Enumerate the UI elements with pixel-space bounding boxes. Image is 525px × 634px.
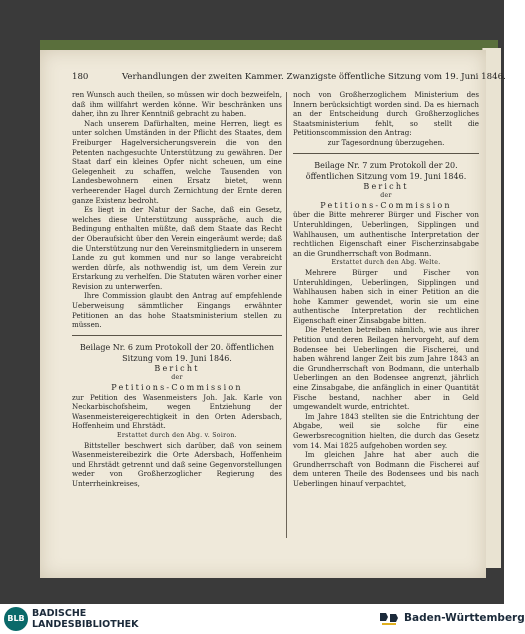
page-header <box>72 72 506 88</box>
running-title: Verhandlungen der zweiten Kammer. Zwanzigste öffentliche Sitzung vom 19. Juni 1846. <box>122 72 506 82</box>
paragraph: Im Jahre 1843 stellten sie die Entrichtung der Abgabe, weil sie solche für eine Gewerbsrecognition hielten, die durch das Gesetz vom 14. Mai 1825 aufgehoben worden sey. <box>293 411 479 450</box>
section-heading: Beilage Nr. 7 zum Protokoll der 20. öffentlichen Sitzung vom 19. Juni 1846. <box>305 160 467 181</box>
left-column <box>72 90 282 489</box>
blb-line2: LANDESBIBLIOTHEK <box>32 619 139 630</box>
paragraph: Ihre Commission glaubt den Antrag auf empfehlende Ueberweisung sämmtlicher Eingangs erwähnter Petitionen an das hohe Staatsministerium stellen zu müssen. <box>72 291 282 330</box>
reporter-line: Erstattet durch den Abg. v. Soiron. <box>117 432 237 439</box>
report-title: Bericht <box>154 363 200 373</box>
lion-crest-icon[interactable] <box>378 610 400 628</box>
commission-title: Petitions-Commission <box>320 200 452 210</box>
commission-title: Petitions-Commission <box>111 383 243 393</box>
footer-bar <box>0 604 525 634</box>
paragraph: Im gleichen Jahre hat aber auch die Grundherrschaft von Bodmann die Fischerei auf dem unteren Theile des Bodensees und bis nach Ueberlingen hinauf verpachtet, <box>293 450 479 488</box>
bw-name[interactable]: Baden-Württemberg <box>404 612 525 624</box>
report-der: der <box>171 374 183 382</box>
report-title: Bericht <box>363 181 409 191</box>
paragraph: Bittsteller beschwert sich darüber, daß von seinem Wasenmeistereibezirk die Orte Adersbach, Hoffenheim und Ehrstädt getrennt und daß seine Gegenvorstellungen weder von Großherzoglicher Regierung des Unterrheinkreises, <box>72 440 282 488</box>
report-subject: zur Petition des Wasenmeisters Joh. Jak. Karle von Neckarbischofsheim, wegen Entziehung der Wasenmeistereigerechtigkeit in den Orten Adersbach, Hoffenheim und Ehrstädt. <box>72 392 282 431</box>
paragraph: Die Petenten betreiben nämlich, wie aus ihrer Petition und deren Beilagen hervorgeht, auf dem Bodensee bei Ueberlingen die Fischerei, und haben während langer Zeit bis zum Jahre 1843 an die Grundherrschaft von Bodmann, die unterhalb Ueberlingen an den Bodensee angrenzt, jährlich eine Zinsabgabe, die anfänglich in einer Quantität Fische bestand, nachher aber in Geld umgewandelt wurde, entrichtet. <box>293 325 479 412</box>
report-subject: über die Bitte mehrerer Bürger und Fischer von Unteruhldingen, Ueberlingen, Sipplingen und Wahlhausen, um authentische Interpretation der rechtlichen Eigenschaft einer Fischerzinsabgabe an die Grundherrschaft von Bodmann. <box>293 210 479 258</box>
paragraph: Nach unserem Dafürhalten, meine Herren, liegt es unter solchen Umständen in der Pflicht des Staates, dem Freiburger Hagelversicherungsverein die von den Petenten nachgesuchte Unterstützung zu gewähren. Der Staat darf ein kleines Opfer nicht scheuen, um eine Gelegenheit zu schaffen, welche Tausenden von Landesbewohnern einen Ersatz bietet, wenn verheerender Hagel durch Zernichtung der Ernte deren ganze Existenz bedroht. <box>72 118 282 205</box>
paragraph: Es liegt in der Natur der Sache, daß ein Gesetz, welches diese Unterstützung ausspräche, auch die Bedingung enthalten müßte, daß dem Staate das Recht der Oberaufsicht über den Verein eingeräumt werde; daß die Unterstützung nur den Vereinsmitgliedern in unserem Lande zu gut kommen und nur so lange verabreicht werden dürfe, als nothwendig ist, um dem Verein zur Erstarkung zu verhelfen. Die Statuten wären vorher einer Revision zu unterwerfen. <box>72 205 282 291</box>
page-number: 180 <box>72 72 89 82</box>
report-der: der <box>380 192 392 200</box>
reporter-line: Erstattet durch den Abg. Welte. <box>331 259 441 267</box>
section-heading: Beilage Nr. 6 zum Protokoll der 20. öffentlichen Sitzung vom 19. Juni 1846. <box>79 342 275 363</box>
blb-line1: BADISCHE <box>32 608 87 619</box>
divider <box>293 153 479 154</box>
column-separator <box>286 92 287 538</box>
paragraph: Mehrere Bürger und Fischer von Unteruhldingen, Ueberlingen, Sipplingen und Wahlhausen haben sich in einer Petition an die hohe Kammer gewendet, worin sie um eine authentische Interpretation der rechtlichen Eigenschaft einer Zinsabgabe bitten. <box>293 267 479 325</box>
divider <box>72 335 282 336</box>
blb-name[interactable] <box>32 608 139 630</box>
motion-text: zur Tagesordnung überzugehen. <box>327 137 445 147</box>
paragraph: noch von Großherzoglichem Ministerium des Innern berücksichtigt worden sind. Da es hiernach an der Entscheidung durch Großherzogliches Staatsministerium fehlt, so stellt die Petitionscommission den Antrag: <box>293 90 479 138</box>
paragraph: ren Wunsch auch theilen, so müssen wir doch bezweifeln, daß ihm willfahrt werden könne. Wir beschränken uns daher, ihn zu Ihrer Kenntniß gebracht zu haben. <box>72 90 282 119</box>
right-column <box>293 90 479 489</box>
blb-logo[interactable]: BLB <box>4 607 28 631</box>
